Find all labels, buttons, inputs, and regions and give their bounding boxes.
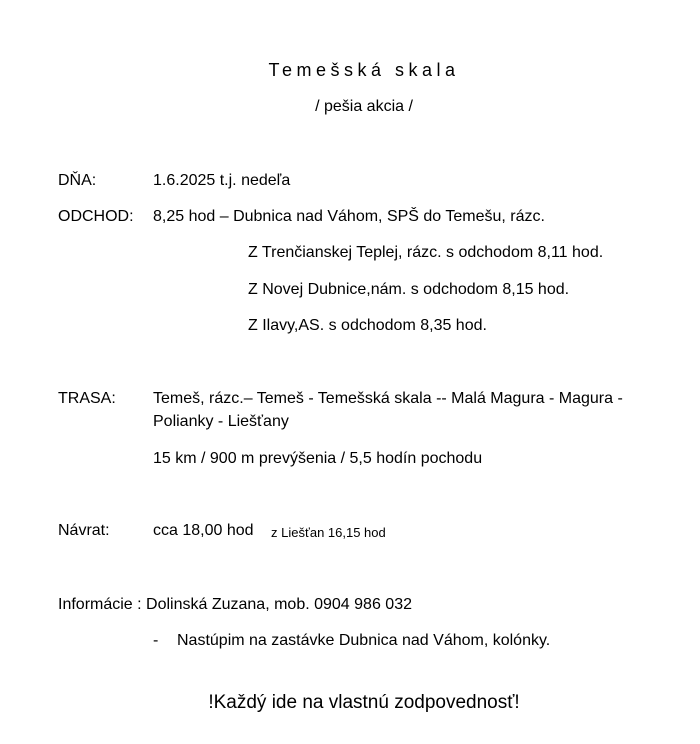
departure-label: ODCHOD:: [58, 208, 134, 225]
return-value: cca 18,00 hod: [153, 522, 254, 539]
return-label: Návrat:: [58, 522, 110, 539]
date-label: DŇA:: [58, 172, 97, 189]
bullet-meeting-point: Nastúpim na zastávke Dubnica nad Váhom, kolónky.: [177, 632, 551, 649]
bullet-dash: -: [153, 632, 159, 649]
date-value: 1.6.2025 t.j. nedeľa: [153, 172, 291, 189]
route-stats: 15 km / 900 m prevýšenia / 5,5 hodín pochodu: [153, 450, 483, 467]
return-note: z Liešťan 16,15 hod: [271, 525, 386, 540]
document-subtitle: / pešia akcia /: [315, 98, 413, 115]
closing-notice: !Každý ide na vlastnú zodpovednosť!: [208, 692, 520, 713]
departure-main: 8,25 hod – Dubnica nad Váhom, SPŠ do Temešu, rázc.: [153, 208, 545, 225]
info-contact: Informácie : Dolinská Zuzana, mob. 0904 986 032: [58, 596, 412, 613]
route-line-2: Polianky - Liešťany: [153, 413, 289, 430]
document-title: Temešská skala: [268, 60, 460, 80]
route-line-1: Temeš, rázc.– Temeš - Temešská skala -- Malá Magura - Magura -: [153, 390, 623, 407]
departure-trencianske-teplice: Z Trenčianskej Teplej, rázc. s odchodom 8,11 hod.: [248, 244, 604, 261]
departure-ilava: Z Ilavy,AS. s odchodom 8,35 hod.: [248, 317, 487, 334]
departure-nova-dubnica: Z Novej Dubnice,nám. s odchodom 8,15 hod.: [248, 281, 570, 298]
route-label: TRASA:: [58, 390, 116, 407]
